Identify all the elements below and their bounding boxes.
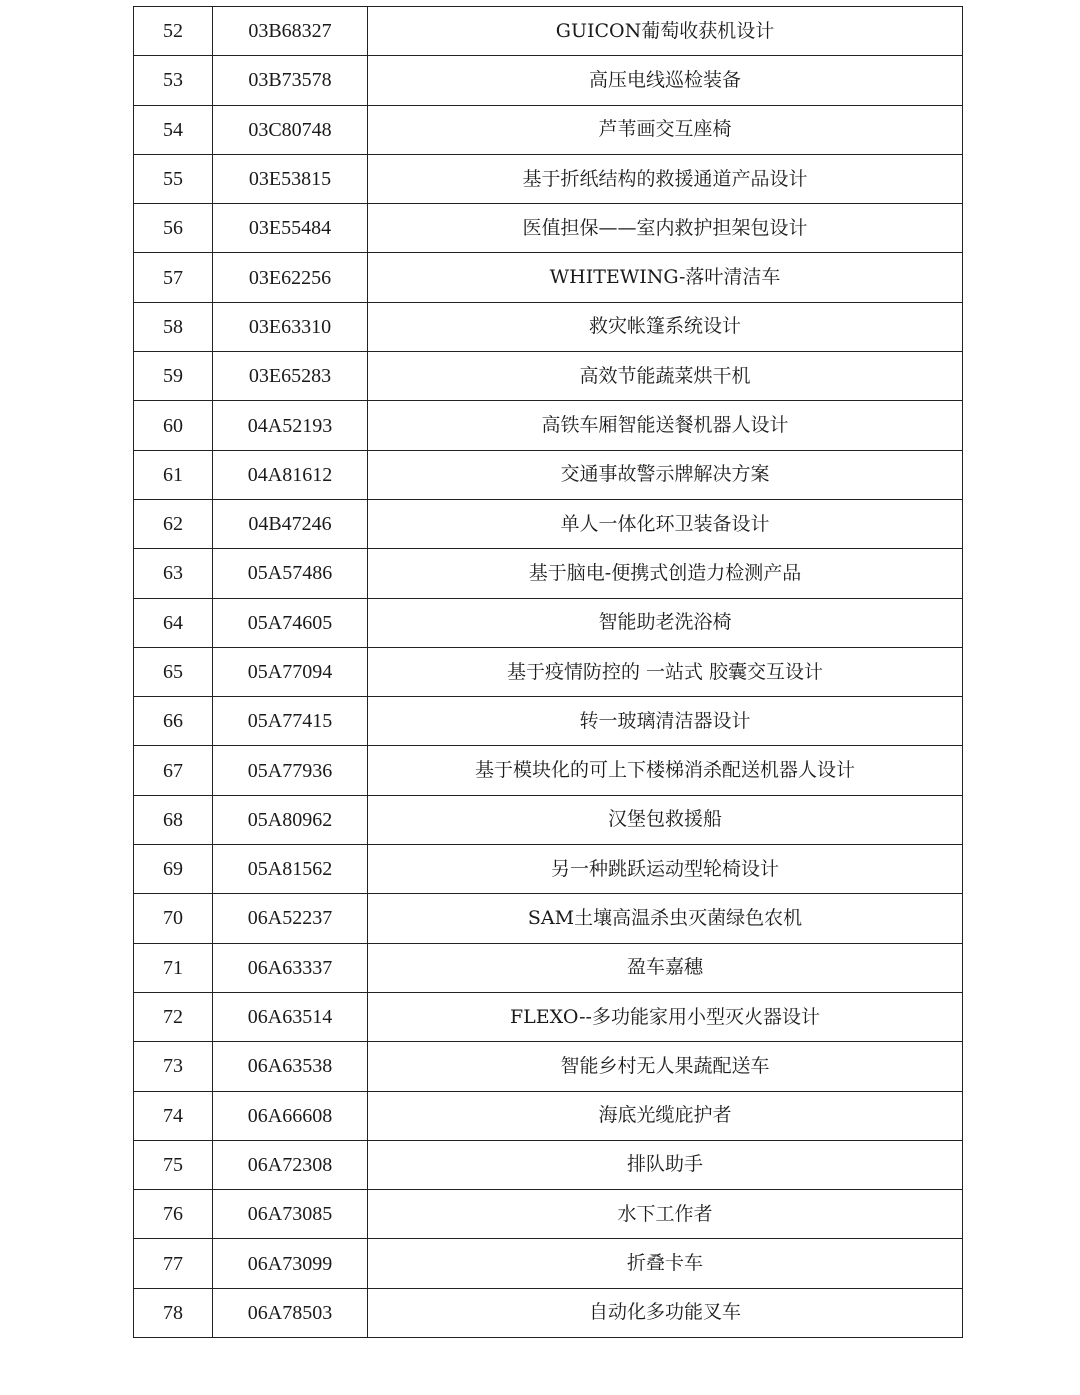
row-number-cell: 75 — [134, 1140, 213, 1189]
row-number-cell: 58 — [134, 302, 213, 351]
table-row — [134, 56, 963, 105]
entry-code-cell: 05A74605 — [213, 598, 368, 647]
entry-code-cell: 06A73085 — [213, 1190, 368, 1239]
table-row — [134, 7, 963, 56]
row-number-cell: 62 — [134, 499, 213, 548]
entry-code-cell: 03E55484 — [213, 204, 368, 253]
entry-code-cell: 06A78503 — [213, 1288, 368, 1337]
entry-code-cell: 06A72308 — [213, 1140, 368, 1189]
row-number-cell: 56 — [134, 204, 213, 253]
entry-title-cell: 高铁车厢智能送餐机器人设计 — [368, 401, 963, 450]
entry-title-cell: 高效节能蔬菜烘干机 — [368, 352, 963, 401]
entry-title-cell: 转一玻璃清洁器设计 — [368, 697, 963, 746]
entry-title-cell: 智能助老洗浴椅 — [368, 598, 963, 647]
entry-code-cell: 04A81612 — [213, 450, 368, 499]
table-row — [134, 845, 963, 894]
entry-title-cell: 排队助手 — [368, 1140, 963, 1189]
table-row — [134, 647, 963, 696]
entry-code-cell: 05A77936 — [213, 746, 368, 795]
table-row — [134, 401, 963, 450]
entry-title-cell: 医值担保——室内救护担架包设计 — [368, 204, 963, 253]
entry-title-cell: 盈车嘉穗 — [368, 943, 963, 992]
entry-title-cell: FLEXO--多功能家用小型灭火器设计 — [368, 992, 963, 1041]
entry-code-cell: 04A52193 — [213, 401, 368, 450]
entry-code-cell: 03E63310 — [213, 302, 368, 351]
table-row — [134, 1288, 963, 1337]
entry-code-cell: 03E62256 — [213, 253, 368, 302]
row-number-cell: 54 — [134, 105, 213, 154]
table-row — [134, 992, 963, 1041]
row-number-cell: 59 — [134, 352, 213, 401]
row-number-cell: 53 — [134, 56, 213, 105]
entry-code-cell: 03C80748 — [213, 105, 368, 154]
table-row — [134, 105, 963, 154]
entry-code-cell: 06A63538 — [213, 1042, 368, 1091]
table-row — [134, 549, 963, 598]
row-number-cell: 71 — [134, 943, 213, 992]
row-number-cell: 72 — [134, 992, 213, 1041]
table-row — [134, 598, 963, 647]
table-row — [134, 746, 963, 795]
entry-code-cell: 06A73099 — [213, 1239, 368, 1288]
table-row — [134, 302, 963, 351]
table-row — [134, 154, 963, 203]
entry-title-cell: WHITEWING-落叶清洁车 — [368, 253, 963, 302]
row-number-cell: 74 — [134, 1091, 213, 1140]
row-number-cell: 77 — [134, 1239, 213, 1288]
table-row — [134, 894, 963, 943]
entry-title-cell: 折叠卡车 — [368, 1239, 963, 1288]
row-number-cell: 64 — [134, 598, 213, 647]
table-row — [134, 499, 963, 548]
row-number-cell: 57 — [134, 253, 213, 302]
row-number-cell: 66 — [134, 697, 213, 746]
table-row — [134, 1140, 963, 1189]
row-number-cell: 65 — [134, 647, 213, 696]
entry-title-cell: 水下工作者 — [368, 1190, 963, 1239]
entry-title-cell: 汉堡包救援船 — [368, 795, 963, 844]
table-row — [134, 795, 963, 844]
entry-title-cell: 救灾帐篷系统设计 — [368, 302, 963, 351]
row-number-cell: 73 — [134, 1042, 213, 1091]
row-number-cell: 78 — [134, 1288, 213, 1337]
row-number-cell: 68 — [134, 795, 213, 844]
table-row — [134, 450, 963, 499]
entry-code-cell: 04B47246 — [213, 499, 368, 548]
table-row — [134, 697, 963, 746]
entry-code-cell: 03E65283 — [213, 352, 368, 401]
entry-code-cell: 06A63514 — [213, 992, 368, 1041]
table-row — [134, 204, 963, 253]
entry-code-cell: 06A63337 — [213, 943, 368, 992]
entry-code-cell: 05A57486 — [213, 549, 368, 598]
row-number-cell: 60 — [134, 401, 213, 450]
entry-title-cell: 自动化多功能叉车 — [368, 1288, 963, 1337]
entry-title-cell: 基于折纸结构的救援通道产品设计 — [368, 154, 963, 203]
row-number-cell: 61 — [134, 450, 213, 499]
row-number-cell: 52 — [134, 7, 213, 56]
table-row — [134, 352, 963, 401]
entry-title-cell: 高压电线巡检装备 — [368, 56, 963, 105]
table-row — [134, 1239, 963, 1288]
row-number-cell: 69 — [134, 845, 213, 894]
entry-code-cell: 05A77415 — [213, 697, 368, 746]
table-row — [134, 1091, 963, 1140]
entries-table — [133, 6, 963, 1338]
entry-title-cell: 交通事故警示牌解决方案 — [368, 450, 963, 499]
entry-code-cell: 03B68327 — [213, 7, 368, 56]
row-number-cell: 76 — [134, 1190, 213, 1239]
entry-title-cell: SAM土壤高温杀虫灭菌绿色农机 — [368, 894, 963, 943]
entry-code-cell: 03B73578 — [213, 56, 368, 105]
row-number-cell: 55 — [134, 154, 213, 203]
entry-code-cell: 05A77094 — [213, 647, 368, 696]
row-number-cell: 70 — [134, 894, 213, 943]
row-number-cell: 63 — [134, 549, 213, 598]
entry-code-cell: 03E53815 — [213, 154, 368, 203]
entry-title-cell: 智能乡村无人果蔬配送车 — [368, 1042, 963, 1091]
entry-title-cell: 海底光缆庇护者 — [368, 1091, 963, 1140]
row-number-cell: 67 — [134, 746, 213, 795]
entry-title-cell: 单人一体化环卫装备设计 — [368, 499, 963, 548]
entry-title-cell: 芦苇画交互座椅 — [368, 105, 963, 154]
entry-code-cell: 05A81562 — [213, 845, 368, 894]
entry-code-cell: 06A52237 — [213, 894, 368, 943]
entries-table-body — [134, 7, 963, 1338]
entry-title-cell: 基于疫情防控的 一站式 胶囊交互设计 — [368, 647, 963, 696]
table-row — [134, 1042, 963, 1091]
entry-code-cell: 06A66608 — [213, 1091, 368, 1140]
entry-code-cell: 05A80962 — [213, 795, 368, 844]
entry-title-cell: 基于模块化的可上下楼梯消杀配送机器人设计 — [368, 746, 963, 795]
table-row — [134, 1190, 963, 1239]
entry-title-cell: GUICON葡萄收获机设计 — [368, 7, 963, 56]
table-row — [134, 943, 963, 992]
table-row — [134, 253, 963, 302]
entry-title-cell: 另一种跳跃运动型轮椅设计 — [368, 845, 963, 894]
entry-title-cell: 基于脑电-便携式创造力检测产品 — [368, 549, 963, 598]
